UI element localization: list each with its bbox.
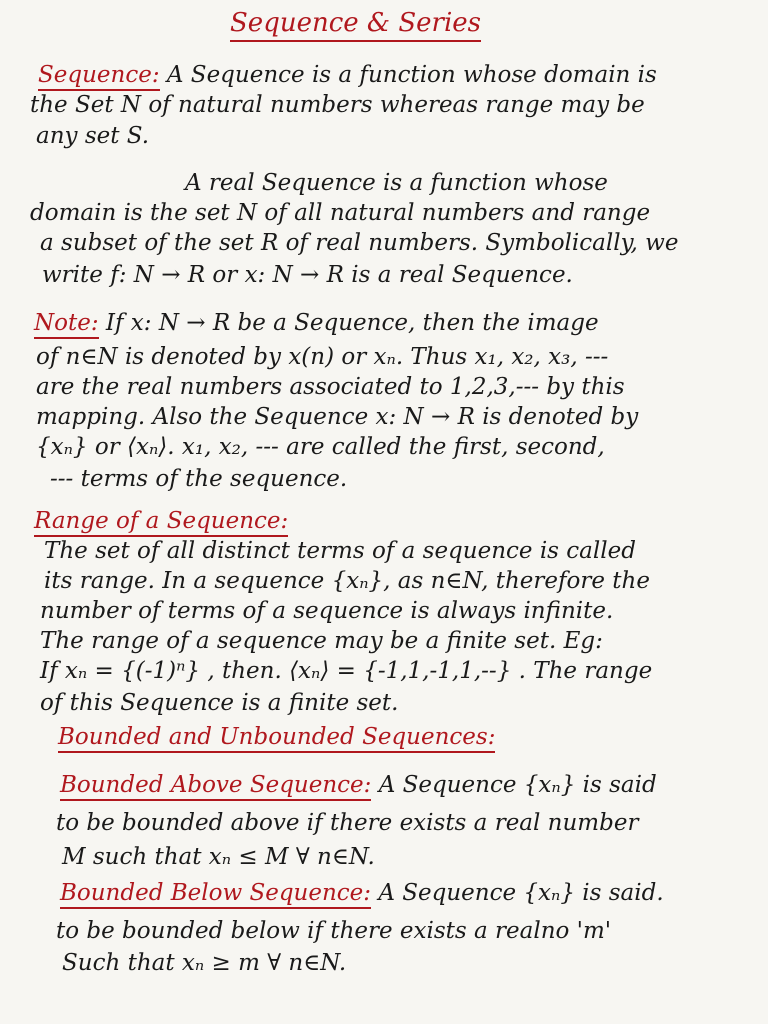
range-heading-line <box>34 506 288 536</box>
sequence-line-7: write f: N → R or x: N → R is a real Sequence. <box>42 262 573 288</box>
note-line-2: of n∈N is denoted by x(n) or xₙ. Thus x₁, x₂, x₃, --- <box>36 344 609 370</box>
note-line-6: --- terms of the sequence. <box>50 466 348 492</box>
bounded-heading: Bounded and Unbounded Sequences: <box>58 724 495 753</box>
sequence-line-4: A real Sequence is a function whose <box>185 170 608 196</box>
note-line-3: are the real numbers associated to 1,2,3,--- by this <box>36 374 625 400</box>
range-line-6: of this Sequence is a finite set. <box>40 690 399 716</box>
sequence-line-3: any set S. <box>36 123 150 149</box>
sequence-heading: Sequence: <box>38 62 160 91</box>
bounded-below-heading: Bounded Below Sequence: <box>60 880 371 909</box>
range-line-2: its range. In a sequence {xₙ}, as n∈N, therefore the <box>44 568 650 594</box>
note-line-1 <box>34 308 599 338</box>
note-text: If x: N → R be a Sequence, then the image <box>105 310 599 336</box>
sequence-line-6: a subset of the set R of real numbers. Symbolically, we <box>40 230 679 256</box>
bounded-below-line-3: Such that xₙ ≥ m ∀ n∈N. <box>62 950 347 976</box>
title-text: Sequence & Series <box>230 8 481 42</box>
bounded-above-line-2: to be bounded above if there exists a real number <box>56 810 639 836</box>
sequence-text: A Sequence is a function whose domain is <box>166 62 657 88</box>
note-line-5: {xₙ} or ⟨xₙ⟩. x₁, x₂, --- are called the first, second, <box>36 434 605 460</box>
bounded-above-heading: Bounded Above Sequence: <box>60 772 371 801</box>
note-heading: Note: <box>34 310 99 339</box>
bounded-heading-line <box>58 722 495 752</box>
note-line-4: mapping. Also the Sequence x: N → R is denoted by <box>36 404 639 430</box>
sequence-line-1 <box>38 60 657 90</box>
bounded-below-text: A Sequence {xₙ} is said. <box>378 880 664 906</box>
sequence-line-2: the Set N of natural numbers whereas range may be <box>30 92 645 118</box>
range-heading: Range of a Sequence: <box>34 508 288 537</box>
range-line-5: If xₙ = {(-1)ⁿ} , then. ⟨xₙ⟩ = {-1,1,-1,1,--} . The range <box>40 658 653 684</box>
bounded-above-line-3: M such that xₙ ≤ M ∀ n∈N. <box>62 844 375 870</box>
page-title <box>230 8 481 38</box>
sequence-line-5: domain is the set N of all natural numbers and range <box>30 200 651 226</box>
bounded-below-line-1 <box>60 878 664 908</box>
range-line-3: number of terms of a sequence is always infinite. <box>40 598 614 624</box>
bounded-below-line-2: to be bounded below if there exists a realno 'm' <box>56 918 612 944</box>
range-line-1: The set of all distinct terms of a sequence is called <box>44 538 636 564</box>
range-line-4: The range of a sequence may be a finite set. Eg: <box>40 628 603 654</box>
bounded-above-text: A Sequence {xₙ} is said <box>378 772 657 798</box>
bounded-above-line-1 <box>60 770 657 800</box>
